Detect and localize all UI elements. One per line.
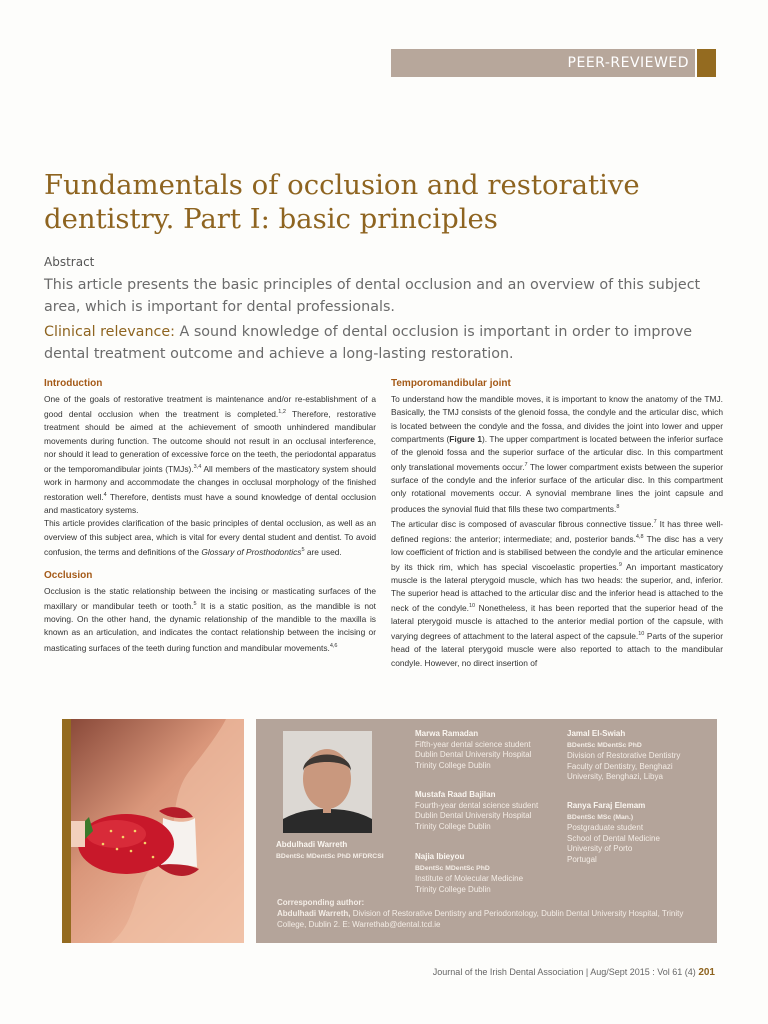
introduction-paragraph-1: One of the goals of restorative treatment is maintenance and/or re-establishment of a good dental occlusion when the treatment is completed.$^{1,2}$ Therefore, restorative treatment should be aimed at the achievement of smooth unhindered mandibular movements during function. The outcome should not result in an occlusal interference, nor should it lead to generation of excessive force on the teeth, the periodontal apparatus or the temporomandibular joints (TMJs).$^{3,4}$ All members of the masticatory system should work in harmony and accommodate the changes in occlusal morphology of the finished restoration well.$^4$ Therefore, dentists must have a sound knowledge of dental occlusion and masticatory systems. (44, 394, 376, 516)
author-ibieyou: Najia Ibieyou BDentSc MDentSc PhD Institute of Molecular Medicine Trinity College Dublin (415, 852, 524, 894)
article-title: Fundamentals of occlusion and restorative dentistry. Part I: basic principles (44, 169, 640, 235)
author-portrait-illustration (283, 731, 372, 833)
strawberry-lips-photo (71, 719, 244, 943)
clinical-relevance-text: A sound knowledge of dental occlusion is important in order to improve dental treatment outcome and achieve a long-lasting restoration. (44, 324, 693, 362)
tmj-heading: Temporomandibular joint (391, 378, 511, 389)
author-bajilan: Mustafa Raad Bajilan Fourth-year dental science student Dublin Dental University Hospital Trinity College Dublin (415, 790, 539, 831)
corresponding-author-address[interactable]: Division of Restorative Dentistry and Periodontology, Dublin Dental University Hospital, Trinity College, Dublin 2. E: Warrethab@dental.tcd.ie (277, 909, 684, 929)
clinical-relevance (44, 321, 734, 365)
author-ramadan: Marwa Ramadan Fifth-year dental science student Dublin Dental University Hospital Trinity College Dublin (415, 729, 532, 770)
author-portrait (283, 731, 372, 833)
figure-1-reference[interactable]: Figure 1 (449, 433, 482, 444)
peer-reviewed-badge: PEER-REVIEWED (391, 49, 695, 77)
introduction-paragraph-2: This article provides clarification of the basic principles of dental occlusion, as well as an overview of this subject area, which is vital for every dental student and dentist. To avoid confusion, the terms and definitions of the Glossary of Prosthodontics$^5$ are used. (44, 518, 376, 557)
column-right (391, 377, 723, 670)
page-footer (409, 967, 715, 978)
abstract-heading: Abstract (44, 255, 95, 269)
author-warreth: Abdulhadi Warreth BDentSc MDentSc PhD MFDRCSI (276, 840, 384, 860)
tmj-paragraph-1: To understand how the mandible moves, it is important to know the anatomy of the TMJ. Basically, the TMJ consists of the glenoid fossa, the condyle and the articular disc, which is located between the condyle and the fossa, and divides the joint into lower and upper compartments (Figure 1). The upper compartment is located between the inferior surface of the glenoid fossa and the superior surface of the articular disc. In this compartment only translational movements occur.$^7$ The lower compartment exists between the superior surface of the condyle and the inferior surface of the articular disc. In this compartment only rotational movements occur. A synovial membrane lines the joint capsule and produces the synovial fluid that fills these two compartments.$^8$ (391, 394, 723, 514)
introduction-heading: Introduction (44, 378, 103, 389)
occlusion-heading: Occlusion (44, 569, 93, 581)
author-elemam: Ranya Faraj Elemam BDentSc MSc (Man.) Postgraduate student School of Dental Medicine University of Porto Portugal (567, 801, 660, 864)
clinical-relevance-label: Clinical relevance: (44, 324, 175, 340)
abstract-text: This article presents the basic principles of dental occlusion and an overview of this subject area, which is important for dental professionals. (44, 277, 701, 315)
tmj-paragraph-2: The articular disc is composed of avascular fibrous connective tissue.$^7$ It has three well-defined regions: the anterior; intermediate; and, posterior bands.$^{4,8}$ The disc has a very low coefficient of friction and is stabilised between the condyle and the articular eminence by its thick rim, which has special viscoelastic properties.$^9$ An important masticatory muscle is the lateral pterygoid muscle, which has two heads: the superior, and, inferior. The superior head is attached to the articular disc and the inferior head is attached to the neck of the condyle.$^{10}$ Nonetheless, it has been reported that the superior head of the lateral pterygoid muscle is attached to the anterior medial portion of the capsule, with varying degrees of attachment to the lateral aspect of the capsule.$^{10}$ Parts of the superior head of the lateral pterygoid muscle were also reported to attach to the mandibular condyle. However, no direct insertion of (391, 518, 723, 668)
column-left (44, 377, 376, 655)
occlusion-paragraph: Occlusion is the static relationship between the incising or masticating surfaces of the maxillary or mandibular teeth or tooth.$^5$ It is a static position, as the mandible is not moving. On the other hand, the dynamic relationship of the mandible to the maxilla is known as an articulation, and indicates the contact relationship between the incising or masticating surfaces of the teeth during function and mandibular movements.$^{4,6}$ (44, 586, 376, 653)
corresponding-author-label: Corresponding author: (277, 898, 365, 907)
author-info-panel (256, 719, 717, 943)
author-el-swiah: Jamal El-Swiah BDentSc MDentSc PhD Division of Restorative Dentistry Faculty of Dentistry, Benghazi University, Benghazi, Libya (567, 729, 681, 781)
badge-accent-bar (697, 49, 716, 77)
image-accent-bar (62, 719, 71, 943)
strawberry-lips-illustration (71, 719, 244, 943)
page-number: 201 (698, 967, 715, 978)
corresponding-author (277, 897, 707, 930)
journal-citation: Journal of the Irish Dental Association | Aug/Sept 2015 : Vol 61 (4) (432, 967, 696, 977)
corresponding-author-name: Abdulhadi Warreth, (277, 909, 351, 918)
